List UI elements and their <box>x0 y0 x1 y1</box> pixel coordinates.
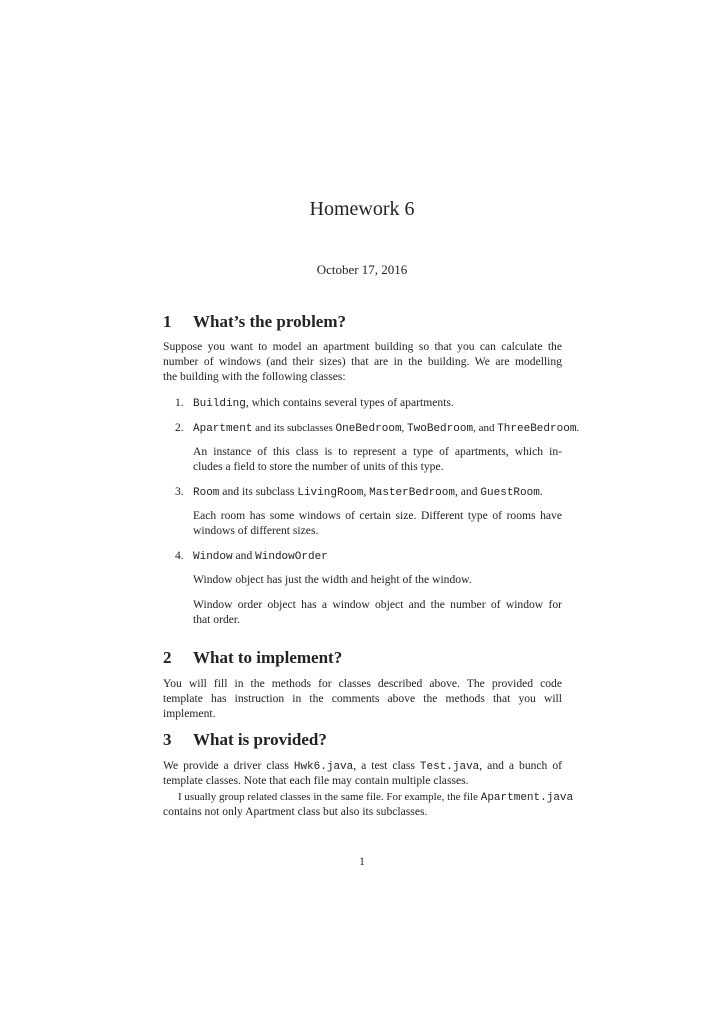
text: I usually group related classes in the same file. For example, the file <box>178 791 481 803</box>
section-number: 3 <box>163 730 172 749</box>
list-item-description: Window object has just the width and height of the window. <box>193 573 472 586</box>
list-item-description: that order. <box>193 613 241 626</box>
list-number: 2. <box>175 421 184 434</box>
paragraph-line: the building with the following classes: <box>163 370 346 383</box>
list-item-description: Window order object has a window object and the number of window for <box>193 598 562 611</box>
text: and its subclasses <box>252 422 336 434</box>
list-item-description: cludes a field to store the number of units of this type. <box>193 460 444 473</box>
list-item-description: An instance of this class is to represent a type of apartments, which in- <box>193 445 562 458</box>
text: and its subclass <box>219 485 298 498</box>
code: MasterBedroom <box>369 487 455 499</box>
section-1-heading <box>163 312 346 332</box>
text: We provide a driver class <box>163 759 294 772</box>
text: . <box>539 485 543 498</box>
paragraph-line: template has instruction in the comments above the methods that you will <box>163 692 562 705</box>
section-2-heading <box>163 648 342 668</box>
code: TwoBedroom <box>407 423 474 435</box>
code: Hwk6.java <box>293 761 354 773</box>
paragraph-line: number of windows (and their sizes) that are in the building. We are modelling <box>163 355 562 368</box>
section-number: 2 <box>163 648 172 667</box>
code: Apartment.java <box>480 792 574 804</box>
code: ThreeBedroom <box>497 423 577 435</box>
text: , and <box>454 485 481 498</box>
code: Window <box>193 551 233 563</box>
code: WindowOrder <box>255 551 328 563</box>
paragraph-line: You will fill in the methods for classes described above. The provided code <box>163 677 562 690</box>
code: GuestRoom <box>480 487 540 499</box>
text: , a test class <box>353 759 420 772</box>
section-number: 1 <box>163 312 172 331</box>
paragraph-line <box>163 759 562 774</box>
list-item-description: windows of different sizes. <box>193 524 319 537</box>
section-title: What’s the problem? <box>193 312 346 331</box>
list-number: 4. <box>175 549 184 562</box>
text: , which contains several types of apartments. <box>245 396 454 409</box>
list-item <box>193 421 580 436</box>
text: , <box>363 485 370 498</box>
section-title: What to implement? <box>193 648 343 667</box>
paragraph-line: Suppose you want to model an apartment building so that you can calculate the <box>163 340 562 353</box>
list-item <box>193 485 562 500</box>
code: Room <box>193 487 220 499</box>
page-number: 1 <box>359 855 365 868</box>
text: . <box>576 422 580 434</box>
code: Test.java <box>419 761 480 773</box>
code: Apartment <box>193 423 253 435</box>
paragraph-line: template classes. Note that each file may contain multiple classes. <box>163 774 469 787</box>
list-item-description: Each room has some windows of certain size. Different type of rooms have <box>193 509 562 522</box>
list-number: 3. <box>175 485 184 498</box>
list-item <box>193 549 562 564</box>
section-title: What is provided? <box>193 730 327 749</box>
document-date: October 17, 2016 <box>316 262 408 277</box>
paragraph-line: contains not only Apartment class but also its subclasses. <box>163 805 428 818</box>
text: , and a bunch of <box>479 759 562 772</box>
paragraph-line: implement. <box>163 707 216 720</box>
section-3-heading <box>163 730 327 750</box>
code: OneBedroom <box>335 423 402 435</box>
text: and <box>232 549 256 562</box>
text: , and <box>473 422 498 434</box>
paragraph-line <box>178 790 598 805</box>
text: , <box>401 422 408 434</box>
code: Building <box>193 398 246 410</box>
code: LivingRoom <box>297 487 364 499</box>
document-title: Homework 6 <box>309 198 415 220</box>
list-item <box>193 396 562 411</box>
list-number: 1. <box>175 396 184 409</box>
